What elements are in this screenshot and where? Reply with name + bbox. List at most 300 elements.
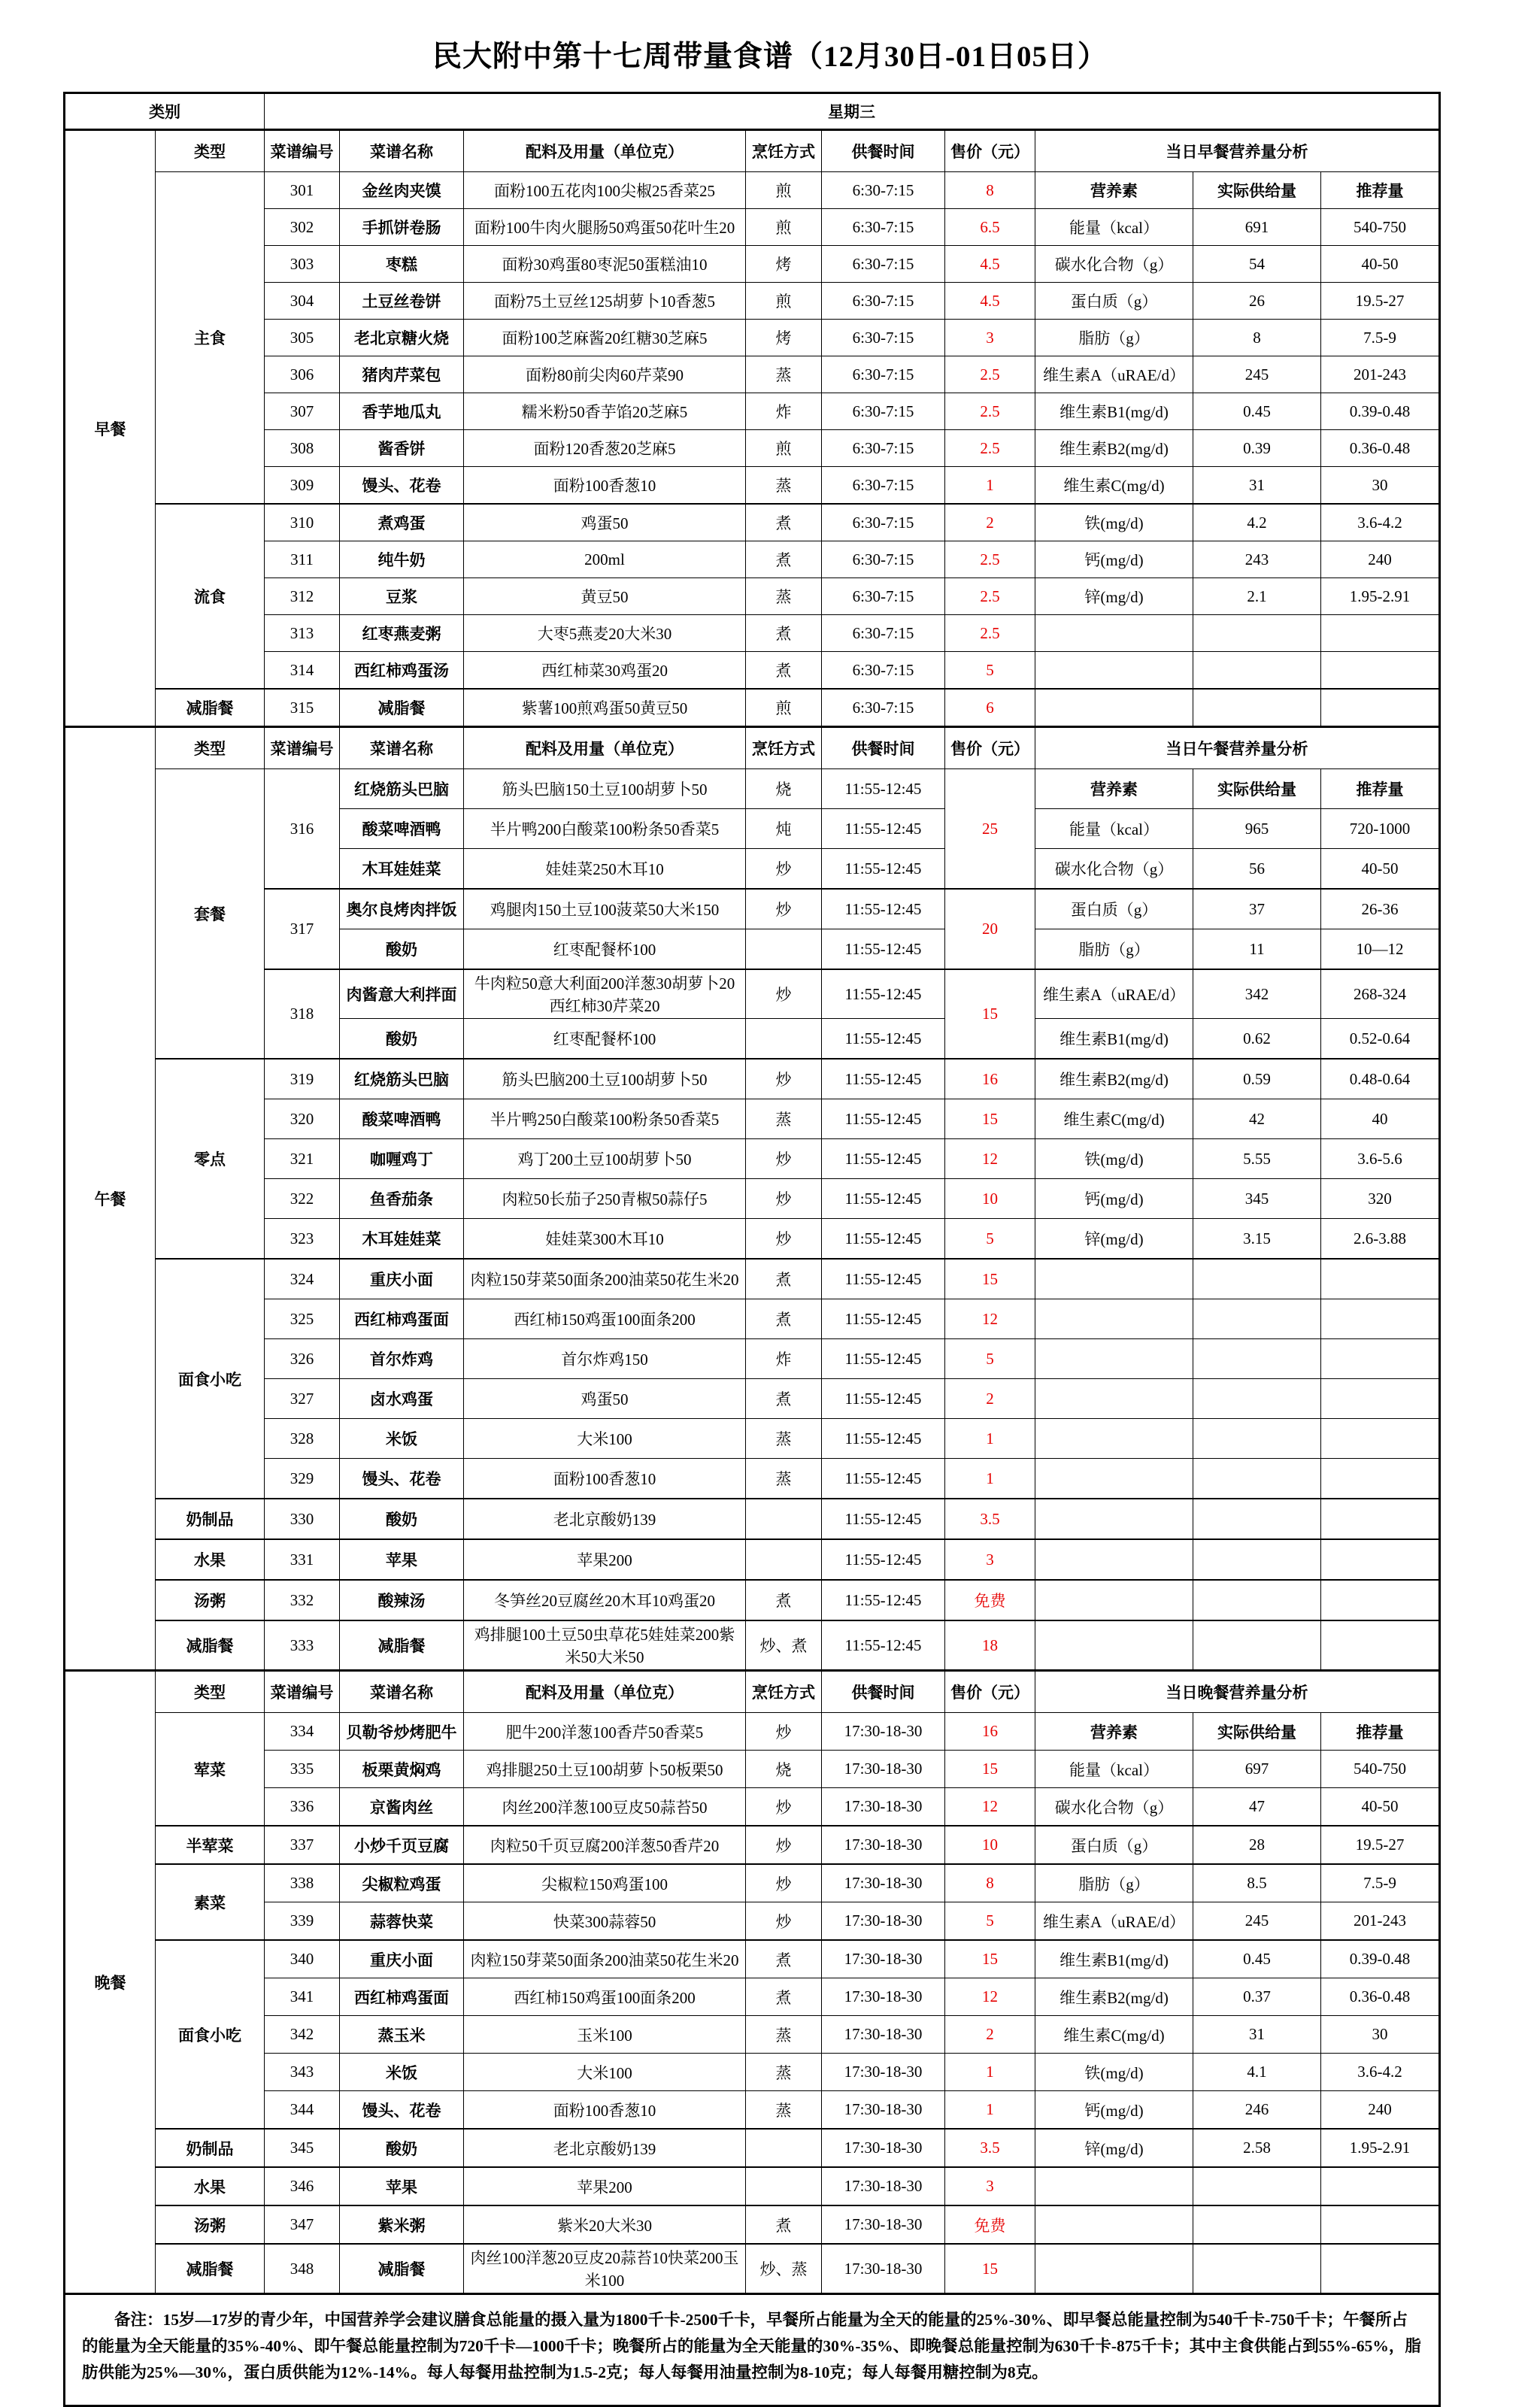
serving-time: 17:30-18-30 <box>822 2244 945 2294</box>
recipe-name: 蒜蓉快菜 <box>340 1902 464 1941</box>
recipe-name: 板栗黄焖鸡 <box>340 1751 464 1788</box>
ingredients: 肉丝200洋葱100豆皮50蒜苔50 <box>464 1788 746 1826</box>
recipe-id: 323 <box>265 1219 340 1260</box>
nutrient-label: 碳水化合物（g） <box>1035 246 1193 283</box>
col-header-time: 供餐时间 <box>822 727 945 769</box>
nutrient-recommended: 201-243 <box>1321 1902 1440 1941</box>
cooking-method: 炒 <box>746 1713 822 1751</box>
recipe-name: 西红柿鸡蛋面 <box>340 1299 464 1339</box>
cooking-method: 蒸 <box>746 2016 822 2054</box>
nutrient-recommended: 720-1000 <box>1321 809 1440 849</box>
recipe-name: 香芋地瓜丸 <box>340 393 464 430</box>
serving-time: 11:55-12:45 <box>822 1019 945 1060</box>
recipe-id: 317 <box>265 889 340 969</box>
serving-time: 11:55-12:45 <box>822 1459 945 1499</box>
serving-time: 11:55-12:45 <box>822 849 945 890</box>
nutrient-recommended: 40-50 <box>1321 1788 1440 1826</box>
nutrient-recommended: 320 <box>1321 1179 1440 1219</box>
ingredients: 鸡丁200土豆100胡萝卜50 <box>464 1139 746 1179</box>
nutrient-recommended: 540-750 <box>1321 1751 1440 1788</box>
nutrient-recommended: 0.39-0.48 <box>1321 393 1440 430</box>
nutrient-actual: 实际供给量 <box>1193 1713 1321 1751</box>
table-row <box>65 1864 1440 1902</box>
recipe-name: 土豆丝卷饼 <box>340 283 464 320</box>
nutrient-label <box>1035 1620 1193 1671</box>
analysis-header-dinner: 当日晚餐营养量分析 <box>1035 1671 1440 1713</box>
nutrient-label: 钙(mg/d) <box>1035 541 1193 578</box>
col-header-id: 菜谱编号 <box>265 1671 340 1713</box>
nutrient-recommended <box>1321 1539 1440 1580</box>
ingredients: 红枣配餐杯100 <box>464 929 746 970</box>
price: 15 <box>945 969 1035 1059</box>
serving-time: 17:30-18-30 <box>822 1751 945 1788</box>
price: 1 <box>945 1419 1035 1459</box>
recipe-id: 309 <box>265 467 340 505</box>
col-header-price: 售价（元） <box>945 1671 1035 1713</box>
dinner-header-row <box>65 1671 1440 1713</box>
table-row <box>65 769 1440 809</box>
nutrient-label: 铁(mg/d) <box>1035 2054 1193 2091</box>
nutrient-actual: 0.37 <box>1193 1978 1321 2016</box>
nutrient-recommended: 10—12 <box>1321 929 1440 970</box>
table-row <box>65 393 1440 430</box>
recipe-id: 331 <box>265 1539 340 1580</box>
serving-time: 6:30-7:15 <box>822 246 945 283</box>
nutrient-recommended: 19.5-27 <box>1321 1826 1440 1864</box>
cooking-method: 蒸 <box>746 578 822 615</box>
ingredients: 筋头巴脑150土豆100胡萝卜50 <box>464 769 746 809</box>
cooking-method <box>746 1539 822 1580</box>
ingredients: 肉粒150芽菜50面条200油菜50花生米20 <box>464 1259 746 1299</box>
nutrient-label: 蛋白质（g） <box>1035 889 1193 929</box>
price: 2.5 <box>945 578 1035 615</box>
serving-time: 11:55-12:45 <box>822 1620 945 1671</box>
nutrient-label: 脂肪（g） <box>1035 1864 1193 1902</box>
recipe-name: 紫米粥 <box>340 2205 464 2244</box>
price: 2 <box>945 2016 1035 2054</box>
serving-time: 11:55-12:45 <box>822 769 945 809</box>
serving-time: 11:55-12:45 <box>822 929 945 970</box>
cooking-method: 炒 <box>746 969 822 1019</box>
nutrient-actual: 26 <box>1193 283 1321 320</box>
recipe-id: 313 <box>265 615 340 652</box>
table-row <box>65 1299 1440 1339</box>
nutrient-recommended <box>1321 2205 1440 2244</box>
cooking-method: 煮 <box>746 1379 822 1419</box>
recipe-name: 馒头、花卷 <box>340 2091 464 2130</box>
type-label: 流食 <box>156 504 265 689</box>
nutrient-actual: 2.1 <box>1193 578 1321 615</box>
serving-time: 6:30-7:15 <box>822 393 945 430</box>
recipe-id: 337 <box>265 1826 340 1864</box>
cooking-method: 煮 <box>746 615 822 652</box>
cooking-method: 蒸 <box>746 1459 822 1499</box>
type-label: 素菜 <box>156 1864 265 1940</box>
nutrient-label: 蛋白质（g） <box>1035 1826 1193 1864</box>
type-label: 汤粥 <box>156 2205 265 2244</box>
recipe-id: 329 <box>265 1459 340 1499</box>
table-row <box>65 2167 1440 2205</box>
nutrient-actual: 5.55 <box>1193 1139 1321 1179</box>
type-label: 零点 <box>156 1059 265 1259</box>
nutrient-label: 维生素C(mg/d) <box>1035 467 1193 505</box>
nutrient-actual: 54 <box>1193 246 1321 283</box>
table-row <box>65 356 1440 393</box>
table-row <box>65 1259 1440 1299</box>
recipe-id: 341 <box>265 1978 340 2016</box>
ingredients: 200ml <box>464 541 746 578</box>
cooking-method: 炒 <box>746 849 822 890</box>
serving-time: 11:55-12:45 <box>822 1139 945 1179</box>
table-row <box>65 652 1440 690</box>
table-row <box>65 1620 1440 1671</box>
table-row <box>65 467 1440 505</box>
ingredients: 娃娃菜300木耳10 <box>464 1219 746 1260</box>
type-label: 主食 <box>156 172 265 505</box>
col-header-price: 售价（元） <box>945 130 1035 172</box>
recipe-id: 321 <box>265 1139 340 1179</box>
cooking-method: 蒸 <box>746 2054 822 2091</box>
nutrient-actual: 345 <box>1193 1179 1321 1219</box>
table-row <box>65 1788 1440 1826</box>
nutrient-recommended: 推荐量 <box>1321 769 1440 809</box>
nutrient-recommended <box>1321 1620 1440 1671</box>
nutrient-label: 维生素B1(mg/d) <box>1035 1019 1193 1060</box>
col-header-type: 类型 <box>156 1671 265 1713</box>
recipe-id: 312 <box>265 578 340 615</box>
table-row <box>65 1902 1440 1941</box>
price: 16 <box>945 1713 1035 1751</box>
ingredients: 鸡蛋50 <box>464 504 746 541</box>
serving-time: 17:30-18-30 <box>822 1940 945 1978</box>
table-row <box>65 1139 1440 1179</box>
table-row <box>65 2091 1440 2130</box>
recipe-name: 米饭 <box>340 2054 464 2091</box>
nutrient-recommended <box>1321 1259 1440 1299</box>
price: 4.5 <box>945 283 1035 320</box>
recipe-id: 306 <box>265 356 340 393</box>
price: 6 <box>945 689 1035 727</box>
nutrient-recommended <box>1321 1459 1440 1499</box>
nutrient-label <box>1035 652 1193 690</box>
nutrient-actual: 246 <box>1193 2091 1321 2130</box>
recipe-name: 金丝肉夹馍 <box>340 172 464 209</box>
recipe-name: 馒头、花卷 <box>340 1459 464 1499</box>
cooking-method: 煎 <box>746 283 822 320</box>
nutrient-recommended <box>1321 1499 1440 1539</box>
nutrient-actual <box>1193 1259 1321 1299</box>
nutrient-label: 铁(mg/d) <box>1035 504 1193 541</box>
nutrient-recommended: 0.48-0.64 <box>1321 1059 1440 1099</box>
recipe-id: 301 <box>265 172 340 209</box>
cooking-method: 蒸 <box>746 467 822 505</box>
col-header-id: 菜谱编号 <box>265 130 340 172</box>
ingredients: 苹果200 <box>464 1539 746 1580</box>
cooking-method <box>746 929 822 970</box>
nutrient-actual: 37 <box>1193 889 1321 929</box>
serving-time: 17:30-18-30 <box>822 1788 945 1826</box>
serving-time: 17:30-18-30 <box>822 2167 945 2205</box>
nutrient-recommended: 1.95-2.91 <box>1321 578 1440 615</box>
recipe-name: 豆浆 <box>340 578 464 615</box>
nutrient-actual: 实际供给量 <box>1193 172 1321 209</box>
ingredients: 筋头巴脑200土豆100胡萝卜50 <box>464 1059 746 1099</box>
serving-time: 11:55-12:45 <box>822 1299 945 1339</box>
meal-label-dinner: 晚餐 <box>65 1671 156 2294</box>
cooking-method: 煮 <box>746 1580 822 1620</box>
recipe-name: 猪肉芹菜包 <box>340 356 464 393</box>
type-label: 汤粥 <box>156 1580 265 1620</box>
recipe-id: 320 <box>265 1099 340 1139</box>
cooking-method: 炒 <box>746 1902 822 1941</box>
nutrient-recommended: 0.52-0.64 <box>1321 1019 1440 1060</box>
recipe-name: 酸奶 <box>340 2129 464 2167</box>
col-header-time: 供餐时间 <box>822 1671 945 1713</box>
table-row <box>65 209 1440 246</box>
recipe-name: 酸菜啤酒鸭 <box>340 809 464 849</box>
serving-time: 6:30-7:15 <box>822 652 945 690</box>
nutrient-label: 碳水化合物（g） <box>1035 1788 1193 1826</box>
type-label: 水果 <box>156 2167 265 2205</box>
recipe-name: 贝勒爷炒烤肥牛 <box>340 1713 464 1751</box>
nutrient-actual: 8 <box>1193 320 1321 356</box>
price: 2 <box>945 1379 1035 1419</box>
serving-time: 11:55-12:45 <box>822 1419 945 1459</box>
nutrient-recommended: 40-50 <box>1321 849 1440 890</box>
recipe-name: 酸奶 <box>340 1499 464 1539</box>
recipe-name: 咖喱鸡丁 <box>340 1139 464 1179</box>
ingredients: 老北京酸奶139 <box>464 2129 746 2167</box>
serving-time: 11:55-12:45 <box>822 1539 945 1580</box>
type-label: 套餐 <box>156 769 265 1060</box>
table-row <box>65 1580 1440 1620</box>
type-label: 水果 <box>156 1539 265 1580</box>
cooking-method: 炸 <box>746 1339 822 1379</box>
price: 3 <box>945 320 1035 356</box>
nutrient-label <box>1035 2205 1193 2244</box>
col-header-id: 菜谱编号 <box>265 727 340 769</box>
cooking-method: 炒、煮 <box>746 1620 822 1671</box>
recipe-name: 苹果 <box>340 2167 464 2205</box>
recipe-name: 馒头、花卷 <box>340 467 464 505</box>
recipe-name: 鱼香茄条 <box>340 1179 464 1219</box>
serving-time: 17:30-18-30 <box>822 1713 945 1751</box>
nutrient-label: 钙(mg/d) <box>1035 1179 1193 1219</box>
serving-time: 11:55-12:45 <box>822 1099 945 1139</box>
nutrient-label <box>1035 1259 1193 1299</box>
ingredients: 红枣配餐杯100 <box>464 1019 746 1060</box>
recipe-name: 京酱肉丝 <box>340 1788 464 1826</box>
col-header-type: 类型 <box>156 130 265 172</box>
cooking-method: 煮 <box>746 652 822 690</box>
recipe-name: 煮鸡蛋 <box>340 504 464 541</box>
nutrient-label: 营养素 <box>1035 769 1193 809</box>
serving-time: 11:55-12:45 <box>822 1259 945 1299</box>
cooking-method <box>746 1499 822 1539</box>
nutrient-label: 能量（kcal） <box>1035 1751 1193 1788</box>
nutrient-actual <box>1193 652 1321 690</box>
breakfast-header-row <box>65 130 1440 172</box>
nutrient-recommended: 3.6-4.2 <box>1321 2054 1440 2091</box>
recipe-id: 307 <box>265 393 340 430</box>
recipe-id: 305 <box>265 320 340 356</box>
ingredients: 大米100 <box>464 2054 746 2091</box>
nutrient-actual: 28 <box>1193 1826 1321 1864</box>
ingredients: 西红柿150鸡蛋100面条200 <box>464 1978 746 2016</box>
ingredients: 面粉100香葱10 <box>464 467 746 505</box>
col-header-ingredients: 配料及用量（单位克） <box>464 130 746 172</box>
ingredients: 大米100 <box>464 1419 746 1459</box>
nutrient-actual: 697 <box>1193 1751 1321 1788</box>
serving-time: 11:55-12:45 <box>822 1499 945 1539</box>
table-row <box>65 889 1440 929</box>
table-row <box>65 969 1440 1019</box>
nutrient-label: 营养素 <box>1035 1713 1193 1751</box>
nutrient-label <box>1035 1419 1193 1459</box>
price: 15 <box>945 1751 1035 1788</box>
nutrient-actual: 31 <box>1193 467 1321 505</box>
recipe-name: 小炒千页豆腐 <box>340 1826 464 1864</box>
nutrient-actual: 3.15 <box>1193 1219 1321 1260</box>
serving-time: 17:30-18-30 <box>822 1864 945 1902</box>
table-row <box>65 1826 1440 1864</box>
col-header-ingredients: 配料及用量（单位克） <box>464 727 746 769</box>
table-row <box>65 1978 1440 2016</box>
nutrient-recommended <box>1321 1580 1440 1620</box>
note-text: 备注：15岁—17岁的青少年，中国营养学会建议膳食总能量的摄入量为1800千卡-2500千卡，早餐所占能量为全天的能量的25%-30%、即早餐总能量控制为540千卡-750千卡；午餐所占的能量为全天能量的35%-40%、即午餐总能量控制为720千卡—1000千卡；晚餐所占的能量为全天能量的30%-35%、即晚餐总能量控制为630千卡-875千卡；其中主食供能占到55%-65%，脂肪供能为25%—30%，蛋白质供能为12%-14%。每人每餐用盐控制为1.5-2克；每人每餐用油量控制为8-10克；每人每餐用糖控制为8克。 <box>65 2294 1440 2406</box>
cooking-method: 炒 <box>746 1179 822 1219</box>
recipe-id: 322 <box>265 1179 340 1219</box>
nutrient-recommended: 1.95-2.91 <box>1321 2129 1440 2167</box>
price: 15 <box>945 1259 1035 1299</box>
price: 12 <box>945 1978 1035 2016</box>
ingredients: 半片鸭250白酸菜100粉条50香菜5 <box>464 1099 746 1139</box>
ingredients: 黄豆50 <box>464 578 746 615</box>
cooking-method: 烤 <box>746 246 822 283</box>
serving-time: 11:55-12:45 <box>822 1219 945 1260</box>
price: 3 <box>945 2167 1035 2205</box>
ingredients: 首尔炸鸡150 <box>464 1339 746 1379</box>
serving-time: 6:30-7:15 <box>822 689 945 727</box>
nutrient-label <box>1035 1459 1193 1499</box>
nutrient-recommended: 7.5-9 <box>1321 320 1440 356</box>
analysis-header-lunch: 当日午餐营养量分析 <box>1035 727 1440 769</box>
analysis-header-breakfast: 当日早餐营养量分析 <box>1035 130 1440 172</box>
ingredients: 肉丝100洋葱20豆皮20蒜苔10快菜200玉米100 <box>464 2244 746 2294</box>
cooking-method: 蒸 <box>746 1419 822 1459</box>
col-header-cooking: 烹饪方式 <box>746 727 822 769</box>
nutrient-actual: 691 <box>1193 209 1321 246</box>
nutrient-recommended <box>1321 1379 1440 1419</box>
recipe-name: 重庆小面 <box>340 1940 464 1978</box>
nutrient-actual <box>1193 1499 1321 1539</box>
recipe-id: 348 <box>265 2244 340 2294</box>
nutrient-recommended <box>1321 2167 1440 2205</box>
recipe-id: 328 <box>265 1419 340 1459</box>
serving-time: 17:30-18-30 <box>822 1826 945 1864</box>
cooking-method: 炸 <box>746 393 822 430</box>
recipe-id: 343 <box>265 2054 340 2091</box>
recipe-name: 酱香饼 <box>340 430 464 467</box>
nutrient-recommended <box>1321 652 1440 690</box>
cooking-method: 炒 <box>746 1059 822 1099</box>
ingredients: 肥牛200洋葱100香芹50香菜5 <box>464 1713 746 1751</box>
price: 5 <box>945 1902 1035 1941</box>
recipe-id: 333 <box>265 1620 340 1671</box>
price: 10 <box>945 1179 1035 1219</box>
recipe-id: 344 <box>265 2091 340 2130</box>
col-header-cooking: 烹饪方式 <box>746 1671 822 1713</box>
table-row <box>65 504 1440 541</box>
recipe-name: 蒸玉米 <box>340 2016 464 2054</box>
recipe-id: 332 <box>265 1580 340 1620</box>
ingredients: 西红柿菜30鸡蛋20 <box>464 652 746 690</box>
nutrient-actual: 2.58 <box>1193 2129 1321 2167</box>
nutrient-actual <box>1193 1419 1321 1459</box>
ingredients: 紫米20大米30 <box>464 2205 746 2244</box>
cooking-method: 炒 <box>746 1139 822 1179</box>
nutrient-label <box>1035 615 1193 652</box>
price: 3.5 <box>945 1499 1035 1539</box>
serving-time: 6:30-7:15 <box>822 283 945 320</box>
nutrient-label <box>1035 1499 1193 1539</box>
serving-time: 11:55-12:45 <box>822 1339 945 1379</box>
nutrient-recommended: 0.39-0.48 <box>1321 1940 1440 1978</box>
type-label: 减脂餐 <box>156 2244 265 2294</box>
recipe-name: 酸辣汤 <box>340 1580 464 1620</box>
price: 8 <box>945 1864 1035 1902</box>
ingredients: 鸡腿肉150土豆100菠菜50大米150 <box>464 889 746 929</box>
nutrient-label: 脂肪（g） <box>1035 929 1193 970</box>
cooking-method: 蒸 <box>746 356 822 393</box>
table-row <box>65 615 1440 652</box>
nutrient-recommended: 268-324 <box>1321 969 1440 1019</box>
nutrient-recommended: 40-50 <box>1321 246 1440 283</box>
ingredients: 面粉30鸡蛋80枣泥50蛋糕油10 <box>464 246 746 283</box>
recipe-name: 尖椒粒鸡蛋 <box>340 1864 464 1902</box>
cooking-method: 炒 <box>746 1219 822 1260</box>
recipe-name: 卤水鸡蛋 <box>340 1379 464 1419</box>
nutrient-label: 营养素 <box>1035 172 1193 209</box>
price: 10 <box>945 1826 1035 1864</box>
cooking-method: 蒸 <box>746 1099 822 1139</box>
col-header-time: 供餐时间 <box>822 130 945 172</box>
recipe-name: 手抓饼卷肠 <box>340 209 464 246</box>
weekday-header: 星期三 <box>265 93 1440 130</box>
cooking-method: 煮 <box>746 1978 822 2016</box>
recipe-name: 枣糕 <box>340 246 464 283</box>
nutrient-label: 维生素A（uRAE/d） <box>1035 356 1193 393</box>
serving-time: 11:55-12:45 <box>822 1580 945 1620</box>
serving-time: 17:30-18-30 <box>822 2054 945 2091</box>
nutrient-actual: 243 <box>1193 541 1321 578</box>
table-row <box>65 541 1440 578</box>
cooking-method: 炒 <box>746 1788 822 1826</box>
cooking-method: 炒 <box>746 1826 822 1864</box>
recipe-name: 米饭 <box>340 1419 464 1459</box>
nutrient-recommended: 240 <box>1321 541 1440 578</box>
serving-time: 17:30-18-30 <box>822 2205 945 2244</box>
table-row <box>65 2244 1440 2294</box>
price: 4.5 <box>945 246 1035 283</box>
table-row <box>65 1099 1440 1139</box>
cooking-method: 煮 <box>746 1259 822 1299</box>
price: 18 <box>945 1620 1035 1671</box>
serving-time: 11:55-12:45 <box>822 1059 945 1099</box>
recipe-id: 346 <box>265 2167 340 2205</box>
ingredients: 玉米100 <box>464 2016 746 2054</box>
serving-time: 11:55-12:45 <box>822 1179 945 1219</box>
